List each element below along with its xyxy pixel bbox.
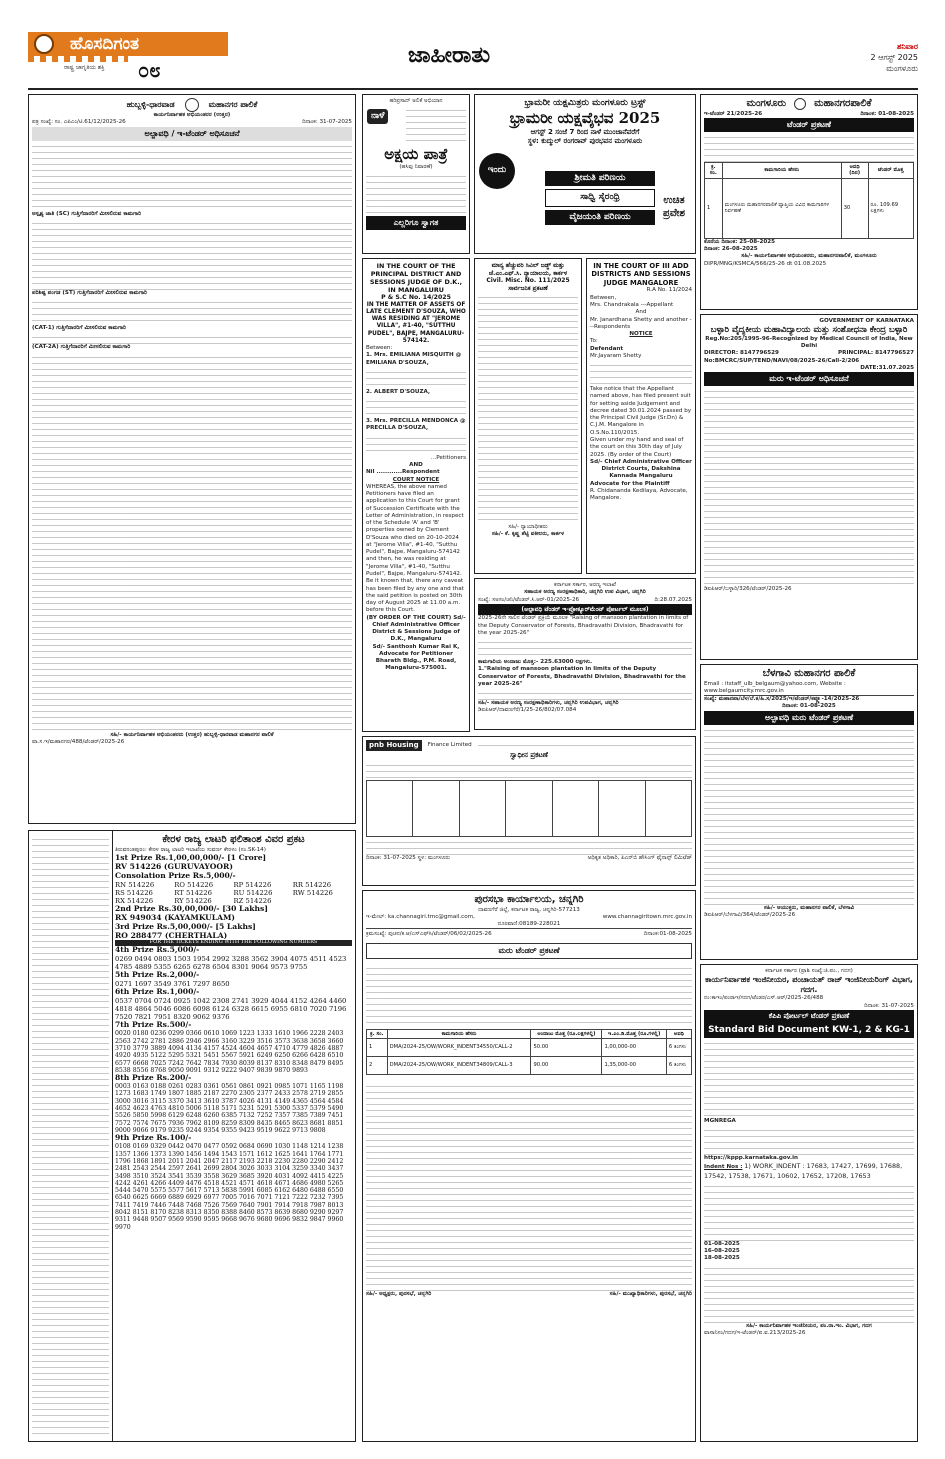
seventh-prize: 7th Prize Rs.500/- <box>115 1020 192 1030</box>
bellary-code: ಡಿಐಪಿಆರ್/ಬಳ್ಳಾರಿ/326/ಟೆಂಡರ್/2025-26 <box>704 586 792 593</box>
pnb-sign: ಅಧಿಕೃತ ಅಧಿಕಾರಿ, ಪಿಎನ್‌ಬಿ ಹೌಸಿಂಗ್ ಫೈನಾನ್ಸ್ ಲಿಮಿಟೆಡ್ <box>587 854 692 861</box>
court3-to: To: <box>590 338 598 345</box>
ninth-prize: 9th Prize Rs.100/- <box>115 1133 192 1143</box>
petitioner-3: 3. Mrs. PRECILLA MENDONCA @ PRECILLA D'SOUZA, <box>366 418 466 432</box>
sixth-prize: 6th Prize Rs.1,000/- <box>115 987 200 997</box>
fourth-prize: 4th Prize Rs.5,000/- <box>115 945 200 955</box>
court-notice-3 <box>586 258 696 574</box>
consolation-number: RX 514226 <box>115 896 154 905</box>
gadag-date: ದಿನಾಂಕ: 31-07-2025 <box>864 1002 914 1009</box>
hubli-general-list <box>32 352 352 622</box>
gadag-ref: ನಂ:ಕಾಇಂ/ಪಂರಾಇ/ಗದಗ/ಟೆಂಡರ/ಎಸ್.ಆರ್/2025-26/488 <box>704 995 824 1002</box>
forest-para-2: 1."Raising of mansoon plantation in limits of the Deputy Conservator of Forests, Bhadravathi Division, Bhadravathi for the year 2025-26" <box>478 666 686 687</box>
hubli-signature: ಸಹಿ/- ಕಾರ್ಯನಿರ್ವಾಹಕ ಅಭಿಯಂತರರು (ಉತ್ತರ) ಹುಬ್ಬಳ್ಳಿ-ಧಾರವಾಡ ಮಹಾನಗರ ಪಾಲಿಕೆ <box>110 731 274 738</box>
consolation-number: RW 514226 <box>292 888 333 897</box>
forest-org: ಕರ್ನಾಟಕ ಸರ್ಕಾರ, ಅರಣ್ಯ ಇಲಾಖೆ <box>553 582 616 588</box>
gadag-tender-ad <box>700 964 918 1442</box>
hubli-st-list <box>32 297 352 325</box>
gadag-portal-url: https://kppp.karnataka.gov.in <box>704 1155 798 1162</box>
gadag-date-2: 16-08-2025 <box>704 1248 740 1255</box>
akshaya-sub: (ಹಸಿವು ನಿವಾರಣೆ) <box>399 164 433 171</box>
kerala-lottery <box>112 830 356 1442</box>
court1-title: IN THE COURT OF THE PRINCIPAL DISTRICT AND SESSIONS JUDGE OF D.K., IN MANGALURU <box>369 262 463 294</box>
bellary-principal: PRINCIPAL: 8147796527 <box>838 350 914 357</box>
mcc-table: ಕ್ರ. ಸಂ. ಕಾಮಗಾರಿಯ ಹೆಸರು ಅವಧಿ (ದಿನ) ಟೆಂಡರ್ ಮೊತ್ತ 1 ಮಂಗಳೂರು ಮಹಾನಗರಪಾಲಿಕೆ ವ್ಯಾಪ್ತಿಯ ವಿವಿಧ ಕಾಮಗಾರಿಗಳ ನಿರ್ವಹಣೆ 30 ರೂ. 109.69 ಲಕ್ಷಗಳು <box>704 162 914 239</box>
akshaya-patra-ad <box>362 94 470 254</box>
eighth-prize-nos: 0003 0163 0188 0261 0283 0361 0561 0861 0921 0985 1071 1165 1198 1273 1683 1749 1807 1885 2187 2270 2305 2377 2433 2578 2719 2855 3000 3016 3115 3370 3413 3610 3787 4026 4131 4149 4365 4564 4584 4652 4623 4763 4810 5006 5118 5171 5231 5291 5300 5337 5379 5490 5526 5850 5998 6129 6248 6260 6385 7132 7252 7357 7385 7389 7451 7572 7574 7675 7936 7962 8109 8259 8309 8435 8465 8623 8681 8851 9000 9066 9179 9235 9244 9354 9355 9423 9519 9622 9713 9808 <box>115 1083 344 1134</box>
lottery-sub: ತಿರುವನಂತಪುರಂ: ಕೇರಳ ರಾಜ್ಯ ಲಾಟರಿ ಇಲಾಖೆಯ ಸುವರ್ಣ ಕೇರಳಂ (ಸಂ.SK-14) <box>115 846 266 853</box>
hubli-office: ಕಾರ್ಯನಿರ್ವಾಹಕ ಅಭಿಯಂತರರ (ಉತ್ತರ) <box>153 112 231 118</box>
petitioner-1: 1. Mrs. EMILIANA MISQUITH @ EMILIANA D'SOUZA, <box>366 352 462 366</box>
akshaya-details <box>406 105 466 145</box>
court3-defendant-name: Mr.Jayaram Shetty <box>590 352 642 359</box>
court1-and: AND <box>409 462 423 469</box>
court1-petitioners: ...Petitioners <box>430 454 466 461</box>
gadag-indent-label: Indent Nos : <box>704 1164 743 1171</box>
forest-ref: ಸಂಖ್ಯೆ: ಸಅಸಂ/ಚನಿ/ಟೆಂಡರ್.ಸಿ.ಆರ್-01/2025-26 <box>478 596 580 603</box>
court-notice-1 <box>362 258 470 732</box>
gadag-office: ಕಾರ್ಯನಿರ್ವಾಹಕ ಇಂಜಿನೀಯರ, ಪಂಚಾಯತ್ ರಾಜ್ ಇಂಜಿನೀಯರಿಂಗ್ ವಿಭಾಗ, ಗದಗ. <box>705 975 913 995</box>
court3-adv-label: Advocate for the Plaintiff <box>590 480 670 487</box>
channagiri-sign-2: ಸಹಿ/- ಮುಖ್ಯಾಧಿಕಾರಿಗಳು, ಪುರಸಭೆ, ಚನ್ನಗಿರಿ <box>609 1291 692 1298</box>
fifth-prize-nos: 0271 1697 3549 3761 7297 8650 <box>115 980 230 989</box>
court1-hearing: Be it known that, there any caveat has been filed by any one and that the said petition is posted on 30th day of August 2025 at 11.00 a.m. before this Court. <box>366 578 464 614</box>
consolation-number: RZ 514226 <box>233 896 272 905</box>
court1-between: Between: <box>366 345 393 352</box>
gadag-date-1: 01-08-2025 <box>704 1240 740 1247</box>
show-3: ವೈಜಯಂತಿ ಪರಿಣಯ <box>545 210 655 225</box>
hubli-sc-list <box>32 218 352 290</box>
gadag-code: ವಾಸಾನಿಸಂ/ಗದಗ/ಇ-ಟೆಂಡರ್/ಪ.ವ.213/2025-26 <box>704 1329 806 1336</box>
court2-title: ಮಾನ್ಯ ಹೆಚ್ಚುವರಿ ಸಿವಿಲ್ ಜಡ್ಜ್ ಮತ್ತು ಜೆ.ಎಂ.ಎಫ್.ಸಿ. ನ್ಯಾಯಾಲಯ, ಕಾರ್ಕಳ <box>488 262 568 277</box>
bhramari-today: ಇಂದು <box>479 153 515 189</box>
first-prize-no: RV 514226 (GURUVAYOOR) <box>115 861 233 871</box>
hubli-cat1-header: (CAT-1) ಗುತ್ತಿಗೆದಾರರಿಗೆ ಮೀಸಲಿರುವ ಕಾಮಗಾರಿ <box>32 325 126 332</box>
consolation-number: RS 514226 <box>115 888 153 897</box>
pnb-footer: ದಿನಾಂಕ: 31-07-2025 ಸ್ಥಳ: ಮಂಗಳೂರು <box>366 854 451 861</box>
akshaya-title: ಅಕ್ಷಯ ಪಾತ್ರೆ <box>384 145 448 164</box>
bhramari-title: ಭ್ರಾಮರೀ ಯಕ್ಷವೈಭವ 2025 <box>509 109 661 128</box>
gadag-scheme: MGNREGA <box>704 1117 736 1124</box>
bhramari-venue: ಸ್ಥಳ: ಕುದ್ಮುಲ್ ರಂಗರಾವ್ ಪುರಭವನ ಮಂಗಳೂರು <box>527 136 643 145</box>
forest-code: ಡಿಐಪಿಆರ್/ದಾವಣಗೆರೆ/1/25-26/802/07.084 <box>478 707 577 714</box>
consolation-number: RP 514226 <box>233 880 272 889</box>
day: ಶನಿವಾರ <box>896 42 918 51</box>
court3-title: IN THE COURT OF III ADD DISTRICTS AND SESSIONS JUDGE MANGALORE <box>591 262 691 287</box>
bellary-reg: Reg.No:205/1995-96-Recognized by Medical Council of India, New Delhi <box>705 335 913 350</box>
date-block <box>870 42 918 74</box>
court1-nil: Nil ............Respondent <box>366 469 440 476</box>
forest-sign: ಸಹಿ/- ಸಹಾಯಕ ಅರಣ್ಯ ಸಂರಕ್ಷಣಾಧಿಕಾರಿಗಳು, ಚನ್ನಗಿರಿ ಉಪವಿಭಾಗ, ಚನ್ನಗಿರಿ <box>478 700 619 707</box>
mcc-ref: ಇ-ಟೆಂಡರ್ 21/2025-26 <box>704 110 763 117</box>
bellary-heading: ಮರು ಇ-ಟೆಂಡರ್ ಅಧಿಸೂಚನೆ <box>704 372 914 386</box>
gadag-gov: ಕರ್ನಾಟಕ ಸರ್ಕಾರ (ಪ್ರಾಶಿ ಸಂಖ್ಯೆ:ಜಿ.ಪಂ., ಗದಗ) <box>765 968 853 974</box>
mcc-last-date: ಕೊನೆಯ ದಿನಾಂಕ: 25-08-2025 <box>704 238 776 245</box>
channagiri-date: ದಿನಾಂಕ:01-08-2025 <box>643 931 692 938</box>
belgaum-email: Email : itstaff_ulb_belgaum@yahoo.com, Website : www.belgaumcity.mrc.gov.in <box>704 680 846 694</box>
channagiri-email: ಇ-ಮೇಲ್: ka.channagiri.tmc@gmail.com, <box>366 913 475 920</box>
court3-adv-name: R. Chidananda Kedilaya, Advocate, Mangalore. <box>590 487 688 502</box>
paper-logo <box>28 32 228 88</box>
hubli-ref: ಪತ್ರ ಸಂಖ್ಯೆ: ಸಂ. ಎಪಿಎಂ/ಟಿ.61/12/2025-26 <box>32 119 126 126</box>
hubli-body-text <box>32 141 352 211</box>
mcc-open-date: ದಿನಾಂಕ: 26-08-2025 <box>704 246 758 253</box>
paper-tagline: ರಾಷ್ಟ್ರ ಜಾಗೃತಿಯ ಶಕ್ತಿ <box>64 64 105 71</box>
second-prize-no: RX 949034 (KAYAMKULAM) <box>115 912 236 922</box>
mcc-org: ಮಹಾನಗರಪಾಲಿಕೆ <box>814 98 872 109</box>
consolation-number: RU 514226 <box>233 888 273 897</box>
third-prize: 3rd Prize Rs.5,00,000/- [5 Lakhs] <box>115 921 256 931</box>
sixth-prize-nos: 0537 0704 0724 0925 1042 2308 2741 3929 4044 4152 4264 4460 4818 4864 5046 6086 6098 6124 6328 6615 6955 6810 7020 7196 7520 7821 7951 8320 9062 9376 <box>115 997 347 1022</box>
gadag-std-doc: Standard Bid Document KW-1, 2 & KG-1 <box>704 1023 914 1038</box>
consolation-number: RR 514226 <box>292 880 332 889</box>
channagiri-table: ಕ್ರ. ಸಂ. ಕಾಮಗಾರಿಯ ಹೆಸರು ಅಂದಾಜು ಮೊತ್ತ (ರೂ.ಲಕ್ಷಗಳಲ್ಲಿ) ಇ.ಎಂ.ಡಿ.ಮೊತ್ತ (ರೂ.ಗಳಲ್ಲಿ) ಅವಧಿ 1 DMA/2024-25/OW/WORK_INDENT34550/CALL-2 50.00 1,00,000-00 6 ತಿಂಗಳು 2 DMA/2024-25/OW/WORK_INDENT34809/CALL-3 90.00 1,35,000-00 6 ತಿಂಗಳು <box>366 1029 692 1076</box>
court1-matter: IN THE MATTER OF ASSETS OF LATE CLEMENT D'SOUZA, WHO WAS RESIDING AT "JEROME VILLA", #1-40, "SUTTHU PUDEL", BAJPE, MANGALURU-574142. <box>366 301 466 344</box>
court3-body: Take notice that the Appellant named above, has filed present suit for setting aside Judgement and decree dated 30.01.2024 passed by the Principal Civil Judge (Sr.Dn) & C.J.M. Mangalore in O.S.No.110/2015. <box>590 386 692 436</box>
lottery-title: ಕೇರಳ ರಾಜ್ಯ ಲಾಟರಿ ಫಲಿತಾಂಶ ವಿವರ ಪ್ರಕಟ <box>162 834 305 845</box>
small-notice-text <box>32 834 109 1438</box>
pnb-logo: pnb Housing <box>366 740 422 751</box>
bellary-director: DIRECTOR: 8147796529 <box>704 350 779 357</box>
gadag-indents: 1) WORK_INDENT : 17683, 17427, 17699, 17688, 17542, 17538, 17671, 10602, 17652, 17208, 17653 <box>704 1162 903 1180</box>
ninth-prize-nos: 0108 0169 0329 0442 0470 0477 0592 0684 0690 1030 1148 1214 1238 1357 1366 1373 1390 1456 1494 1543 1571 1612 1625 1641 1764 1771 1796 1868 1891 2011 2041 2047 2117 2193 2218 2230 2280 2290 2412 2481 2543 2544 2597 2641 2699 2804 3026 3033 3104 3259 3340 3437 3498 3510 3524 3541 3539 3558 3629 3685 3920 4031 4092 4415 4225 4242 4261 4266 4409 4476 4518 4521 4571 4618 4671 4686 4980 5265 5444 5470 5575 5577 5617 5713 5838 5991 6085 6162 6480 6488 6550 6540 6625 6669 6889 6929 6977 7005 7016 7071 7121 7222 7232 7395 7411 7419 7446 7448 7468 7526 7569 7640 7901 7914 7918 7987 8013 8042 8151 8170 8238 8313 8350 8388 8460 8573 8639 8680 9290 9297 9311 9448 9507 9569 9590 9595 9668 9676 9680 9696 9832 9847 9960 9970 <box>115 1143 344 1231</box>
court1-order: (BY ORDER OF THE COURT) Sd/- Chief Administrative Officer District & Sessions Judge of D.K., Mangaluru <box>366 614 466 643</box>
masthead <box>28 32 918 90</box>
court1-advocate: Sd/- Santhosh Kumar Rai K, Advocate for Petitioner Bharath Bldg., P.M. Road, Mangaluru-575001. <box>372 643 460 672</box>
bhramari-timing: ಆಗಸ್ಟ್ 2 ಸಂಜೆ 7 ರಿಂದ ನಾಳೆ ಮುಂಜಾನೆವರೆಗೆ <box>530 128 640 136</box>
emblem-icon <box>34 34 54 54</box>
belgaum-code: ಡಿಐಪಿಆರ್/ಬೆಳಗಾವಿ/364/ಟೆಂಡರ್/2025-26 <box>704 911 796 918</box>
fifth-prize: 5th Prize Rs.2,000/- <box>115 970 200 980</box>
second-prize: 2nd Prize Rs.30,00,000/- [30 Lakhs] <box>115 903 268 913</box>
court3-and: And <box>635 309 647 316</box>
forest-heading: (ಅಲ್ಪಾವಧಿ ಟೆಂಡರ್ ಇ-ಪ್ರೋಕ್ಯೂರ್‌ಮೆಂಟ್ ಪೋರ್ಟಲ್ ಮೂಲಕ) <box>478 604 692 616</box>
first-prize: 1st Prize Rs.1,00,00,000/- [1 Crore] <box>115 852 267 862</box>
show-1: ಶ್ರೀಮತಿ ಪರಿಣಯ <box>545 171 655 186</box>
hubli-tender-ad <box>28 94 356 824</box>
forest-office: ಸಹಾಯಕ ಅರಣ್ಯ ಸಂರಕ್ಷಣಾಧಿಕಾರಿ, ಚನ್ನಗಿರಿ ಉಪ ವಿಭಾಗ, ಚನ್ನಗಿರಿ <box>524 589 646 596</box>
pnb-sub: Finance Limited <box>427 741 472 748</box>
gadag-body-1 <box>704 1038 914 1118</box>
bellary-ref: No:BMCRC/SUP/TEND/NAVI/08/2025-26/Call-2/206 <box>704 357 860 364</box>
hubli-org: ಮಹಾನಗರ ಪಾಲಿಕೆ <box>208 100 258 109</box>
court3-case: R.A No. 11/2024 <box>646 287 692 294</box>
pnb-table <box>366 780 692 837</box>
karkala-small-notice <box>28 830 113 1442</box>
channagiri-sign-1: ಸಹಿ/- ಅಧ್ಯಕ್ಷರು, ಪುರಸಭೆ, ಚನ್ನಗಿರಿ <box>366 1291 432 1298</box>
akshaya-badge: ನಾಳೆ <box>367 109 388 124</box>
court1-notice-head: COURT NOTICE <box>392 476 440 483</box>
mcc-date: ದಿನಾಂಕ: 01-08-2025 <box>860 110 914 117</box>
court3-between: Between, <box>590 294 617 301</box>
forest-para-1: 2025-26ನೇ ಸಾಲಿನ ಟೆಂಡರ್ ಪ್ರಕ್ರಿಯೆ ಮೂಲಕ "Raising of mansoon plantation in limits of the Deputy Conservator of Forests, Bhadravathi Division, Bhadravathi for the year 2025-26" <box>478 615 689 636</box>
show-2: ಸಾಧ್ವಿ ಸೈರಂಧ್ರಿ <box>545 189 655 206</box>
court3-respondents: Mr. Janardhana Shetty and another ---Respondents <box>590 316 692 330</box>
gadag-portal: ಕೆಪಿಪಿ ಪೋರ್ಟಲ್ ಟೆಂಡರ್ ಪ್ರಕಟಣೆ <box>704 1010 914 1023</box>
channagiri-phone: ದೂರವಾಣಿ:08189-228021 <box>497 921 561 928</box>
bhramari-trust: ಭ್ರಾಮರೀ ಯಕ್ಷಮಿತ್ರರು ಮಂಗಳೂರು ಟ್ರಸ್ಟ್ <box>524 98 646 108</box>
hubli-city: ಹುಬ್ಬಳ್ಳಿ-ಧಾರವಾಡ <box>126 100 175 109</box>
free-entry: ಉಚಿತ ಪ್ರವೇಶ <box>662 195 686 219</box>
forest-date: ದಿ:28.07.2025 <box>654 596 692 603</box>
mcc-tender-ad <box>700 94 918 310</box>
consolation-prize: Consolation Prize Rs.5,000/- <box>115 870 236 880</box>
bhramari-ad <box>474 94 696 254</box>
court1-body: WHEREAS, the above named Petitioners have filed an application to this Court for grant of Succession Certificate with the Letter of Administration, in respect of the Schedule 'A' and 'B' properties owned by Clement D'Souza who died on 20-10-2024 at "Jerome Villa", #1-40, "Sutthu Pudel", Bajpe, Mangaluru-574142 and then, he was residing at "Jerome Villa", #1-40, "Sutthu Pudel", Bajpe, Mangaluru-574142. <box>366 483 464 577</box>
emblem-icon <box>794 98 806 110</box>
court2-advocate: ಸಹಿ/- ಕೆ. ಕೃಷ್ಣ ಶೆಟ್ಟಿ ವಕೀಲರು, ಕಾರ್ಕಳ <box>491 531 565 538</box>
page-number: ೦೮ <box>138 58 161 82</box>
court2-body <box>478 292 578 524</box>
court2-sign: ಸಹಿ/- ನ್ಯಾಯಾಧೀಶರು <box>508 524 548 530</box>
seventh-prize-nos: 0020 0180 0236 0299 0366 0610 1069 1223 1333 1610 1966 2228 2403 2563 2742 2781 2886 2946 2966 3160 3229 3516 3573 3638 3658 3660 3710 3779 3889 4094 4134 4157 4524 4604 4657 4710 4779 4826 4887 4920 4935 5122 5295 5321 5451 5567 5921 6249 6250 6266 6428 6510 6577 6668 7025 7242 7642 7834 7930 8039 8137 8310 8348 8479 8495 8538 8556 8768 9050 9091 9312 9222 9407 9839 9870 9893 <box>115 1030 344 1074</box>
court2-notice: ಸಾರ್ವಜನಿಕ ಪ್ರಕಟಣೆ <box>508 284 548 292</box>
channagiri-addr: ದಾವಣಗೆರೆ ಜಿಲ್ಲೆ, ಕರ್ನಾಟಕ ರಾಜ್ಯ, ಚನ್ನಗಿರಿ-577213 <box>478 906 580 913</box>
belgaum-date: ದಿನಾಂಕ: 01-08-2025 <box>782 703 836 710</box>
hubli-conditions <box>32 622 352 732</box>
hubli-sc-header: ಅಸ್ಪೃಶ್ಯ ಜಾತಿ (SC) ಗುತ್ತಿಗೆದಾರರಿಗೆ ಮೀಸಲಿರುವ ಕಾಮಗಾರಿ <box>32 210 142 217</box>
edition-city: ಮಂಗಳೂರು <box>886 63 918 73</box>
emblem-icon <box>185 98 199 112</box>
channagiri-web: www.channagiritown.mrc.gov.in <box>602 913 692 920</box>
hubli-cat1-list <box>32 332 352 344</box>
forest-amount: ಕಾಮಗಾರಿಯ ಅಂದಾಜು ಮೊತ್ತ:- 225.63000 ಲಕ್ಷಗಳು. <box>478 659 593 666</box>
belgaum-body <box>704 725 914 905</box>
bellary-name: ಬಳ್ಳಾರಿ ವೈದ್ಯಕೀಯ ಮಹಾವಿದ್ಯಾಲಯ ಮತ್ತು ಸಂಶೋಧನಾ ಕೇಂದ್ರ ಬಳ್ಳಾರಿ <box>710 325 908 336</box>
court3-notice: NOTICE <box>629 331 653 338</box>
third-prize-no: RO 288477 (CHERTHALA) <box>115 930 228 940</box>
channagiri-heading: ಮರು ಟೆಂಡರ್ ಪ್ರಕಟಣೆ <box>366 943 692 959</box>
consolation-numbers <box>115 881 352 905</box>
court-notice-2 <box>474 258 582 574</box>
court3-appellant: Mrs. Chandrakala ---Appellant <box>590 301 674 308</box>
hubli-notice-title: ಅಲ್ಪಾವಧಿ / ಇ-ಟೆಂಡರ್ ಅಧಿಸೂಚನೆ <box>32 127 352 141</box>
date: 2 ಆಗಸ್ಟ್ 2025 <box>870 52 918 62</box>
pnb-heading: ಸ್ವಾಧೀನ ಪ್ರಕಟಣೆ <box>510 750 548 759</box>
fourth-prize-nos: 0269 0494 0803 1503 1954 2992 3288 3562 3904 4075 4511 4523 4785 4889 5355 6265 6278 6504 8301 9064 9573 9755 <box>115 955 347 972</box>
hubli-code: ವಾ.ಸ.ಇ/ಮಹಾನಗರ/488/ಟೆಂಡರ್/2025-26 <box>32 738 125 745</box>
consolation-number: RY 514226 <box>174 896 212 905</box>
mcc-city: ಮಂಗಳೂರು <box>746 98 787 109</box>
belgaum-heading: ಅಲ್ಪಾವಧಿ ಮರು ಟೆಂಡರ್ ಪ್ರಕಟಣೆ <box>704 711 914 725</box>
gadag-date-3: 18-08-2025 <box>704 1255 740 1262</box>
belgaum-ref: ಸಂಖ್ಯೆ: ಮಹಾನಪಾ/ಬೆಳ/ಲೆ.ಕ/ಹಿ.ಸ/2025/ಇ/ಟೆಂಡರ್/ಕಪ್ಲ್ಯೂ-14/2025-26 <box>704 696 860 703</box>
akshaya-small: ಹರಿಪ್ರಸಾದ್ ಅಲಿಕೆ ಅಭಿಯಾನ <box>389 98 443 104</box>
endings-note: FOR THE TICKETS ENDING WITH THE FOLLOWING NUMBERS <box>115 940 352 946</box>
consolation-number: RN 514226 <box>115 880 155 889</box>
channagiri-tender-ad <box>362 890 696 1442</box>
mcc-code: DIPR/MNG/KSMCA/566/25-26 dt 01.08.2025 <box>704 260 827 267</box>
channagiri-ref: ಕ್ರಮಸಂಖ್ಯೆ: ಪುಚನ/ಕ.ಆ/ಎಸ್‌ಎಫ್‌ಸಿ/ಟೆಂಡರ್/06/02/2025-26 <box>366 931 492 938</box>
belgaum-tender-ad <box>700 664 918 960</box>
court3-sign: Sd/- Chief Administrative Officer District Courts, Dakshina Kannada Mangaluru <box>590 458 692 480</box>
court2-case: Civil. Misc. No. 111/2025 <box>486 277 570 284</box>
hubli-cat2a-header: (CAT-2A) ಗುತ್ತಿಗೆದಾರರಿಗೆ ಮೀಸಲಿರುವ ಕಾಮಗಾರಿ <box>32 344 131 351</box>
belgaum-sign: ಸಹಿ/- ಆಯುಕ್ತರು, ಮಹಾನಗರ ಪಾಲಿಕೆ, ಬೆಳಗಾವಿ <box>763 904 855 911</box>
court3-given: Given under my hand and seal of the court on this 30th day of July 2025. (By order of the Court) <box>590 436 684 458</box>
akshaya-welcome: ಎಲ್ಲರಿಗೂ ಸ್ವಾಗತ <box>366 216 466 230</box>
paper-name: ಹೊಸದಿಗಂತ <box>70 34 140 54</box>
court3-defendant: Defendant <box>590 345 624 352</box>
hubli-date: ದಿನಾಂಕ: 31-07-2025 <box>302 119 352 126</box>
mcc-heading: ಟೆಂಡರ್ ಪ್ರಕಟಣೆ <box>704 118 914 132</box>
bellary-tender-ad <box>700 314 918 660</box>
channagiri-body <box>366 963 692 1023</box>
mcc-body <box>704 132 914 162</box>
hubli-st-header: ಪರಿಶಿಷ್ಟ ಪಂಗಡ (ST) ಗುತ್ತಿಗೆದಾರರಿಗೆ ಮೀಸಲಿರುವ ಕಾಮಗಾರಿ <box>32 289 147 296</box>
bellary-gov: GOVERNMENT OF KARNATAKA <box>819 318 914 324</box>
pnb-housing-ad <box>362 736 696 886</box>
section-title: ಜಾಹೀರಾತು <box>408 42 491 68</box>
forest-tender-ad <box>474 578 696 730</box>
gadag-sign: ಸಹಿ/- ಕಾರ್ಯನಿರ್ವಾಹಕ ಇಂಜಿನೀಯರ, ಪಂ.ರಾ.ಇಂ. ವಿಭಾಗ, ಗದಗ <box>746 1322 872 1329</box>
court1-case: P & S.C No. 14/2025 <box>381 294 451 301</box>
eighth-prize: 8th Prize Rs.200/- <box>115 1073 192 1083</box>
belgaum-org: ಬೆಳಗಾವಿ ಮಹಾನಗರ ಪಾಲಿಕೆ <box>762 668 856 679</box>
petitioner-2: 2. ALBERT D'SOUZA, <box>366 388 431 395</box>
akshaya-body <box>366 171 466 216</box>
bellary-date: DATE:31.07.2025 <box>860 364 914 371</box>
consolation-number: RO 514226 <box>174 880 214 889</box>
bellary-body <box>704 386 914 586</box>
channagiri-org: ಪುರಸಭಾ ಕಾರ್ಯಾಲಯ, ಚನ್ನಗಿರಿ <box>474 894 584 905</box>
consolation-number: RT 514226 <box>174 888 212 897</box>
mcc-signature: ಸಹಿ/- ಕಾರ್ಯನಿರ್ವಾಹಕ ಅಭಿಯಂತರರು, ಮಹಾನಗರಪಾಲಿಕೆ, ಮಂಗಳೂರು <box>741 253 877 260</box>
